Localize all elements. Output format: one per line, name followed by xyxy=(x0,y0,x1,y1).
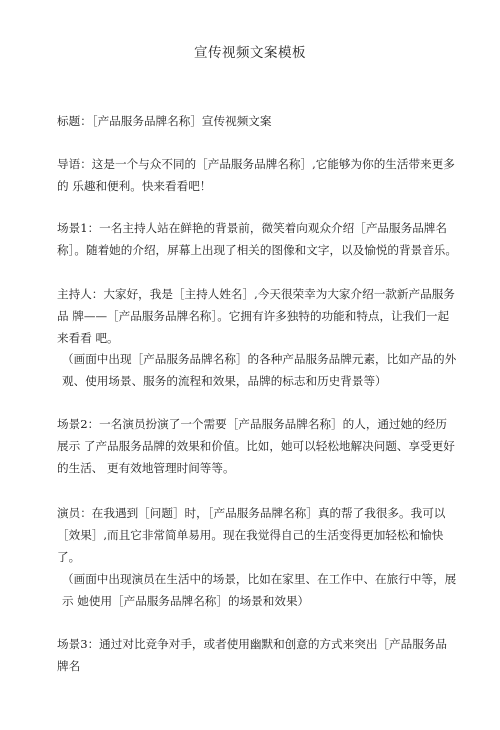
paragraph-intro: 导语：这是一个与众不同的［产品服务品牌名称］,它能够为你的生活带来更多的 乐趣和便利。快来看看吧！ xyxy=(57,157,455,193)
paragraph-stage-direction-1: （画面中出现［产品服务品牌名称］的各种产品服务品牌元素，比如产品的外观、使用场景、服务的流程和效果，品牌的标志和历史背景等） xyxy=(62,352,457,388)
paragraph-headline: 标题：［产品服务品牌名称］宣传视频文案 xyxy=(57,114,272,128)
paragraph-scene-2: 场景2：一名演员扮演了一个需要［产品服务品牌名称］的人，通过她的经历展示 了产品服务品牌的效果和价值。比如，她可以轻松地解决问题、享受更好的生活、 更有效地管理时间等等。 xyxy=(57,417,455,475)
document-title: 宣传视频文案模板 xyxy=(194,45,306,61)
paragraph-actor-line: 演员：在我遇到［问题］时，［产品服务品牌名称］真的帮了我很多。我可以［效果］,而且它非常简单易用。现在我觉得自己的生活变得更加轻松和愉快了。 xyxy=(57,506,446,564)
paragraph-host-line: 主持人：大家好，我是［主持人姓名］,今天很荣幸为大家介绍一款新产品服务品 牌——［产品服务品牌名称］。它拥有许多独特的功能和特点，让我们一起来看看 吧。 xyxy=(57,287,455,345)
paragraph-scene-3: 场景3：通过对比竞争对手，或者使用幽默和创意的方式来突出［产品服务品牌名 xyxy=(57,637,447,673)
paragraph-stage-direction-2: （画面中出现演员在生活中的场景，比如在家里、在工作中、在旅行中等，展示 她使用［产品服务品牌名称］的场景和效果） xyxy=(62,572,457,608)
paragraph-scene-1: 场景1：一名主持人站在鲜艳的背景前，微笑着向观众介绍［产品服务品牌名称］。随着她的介绍，屏幕上出现了相关的图像和文字，以及愉悦的背景音乐。 xyxy=(57,221,457,257)
